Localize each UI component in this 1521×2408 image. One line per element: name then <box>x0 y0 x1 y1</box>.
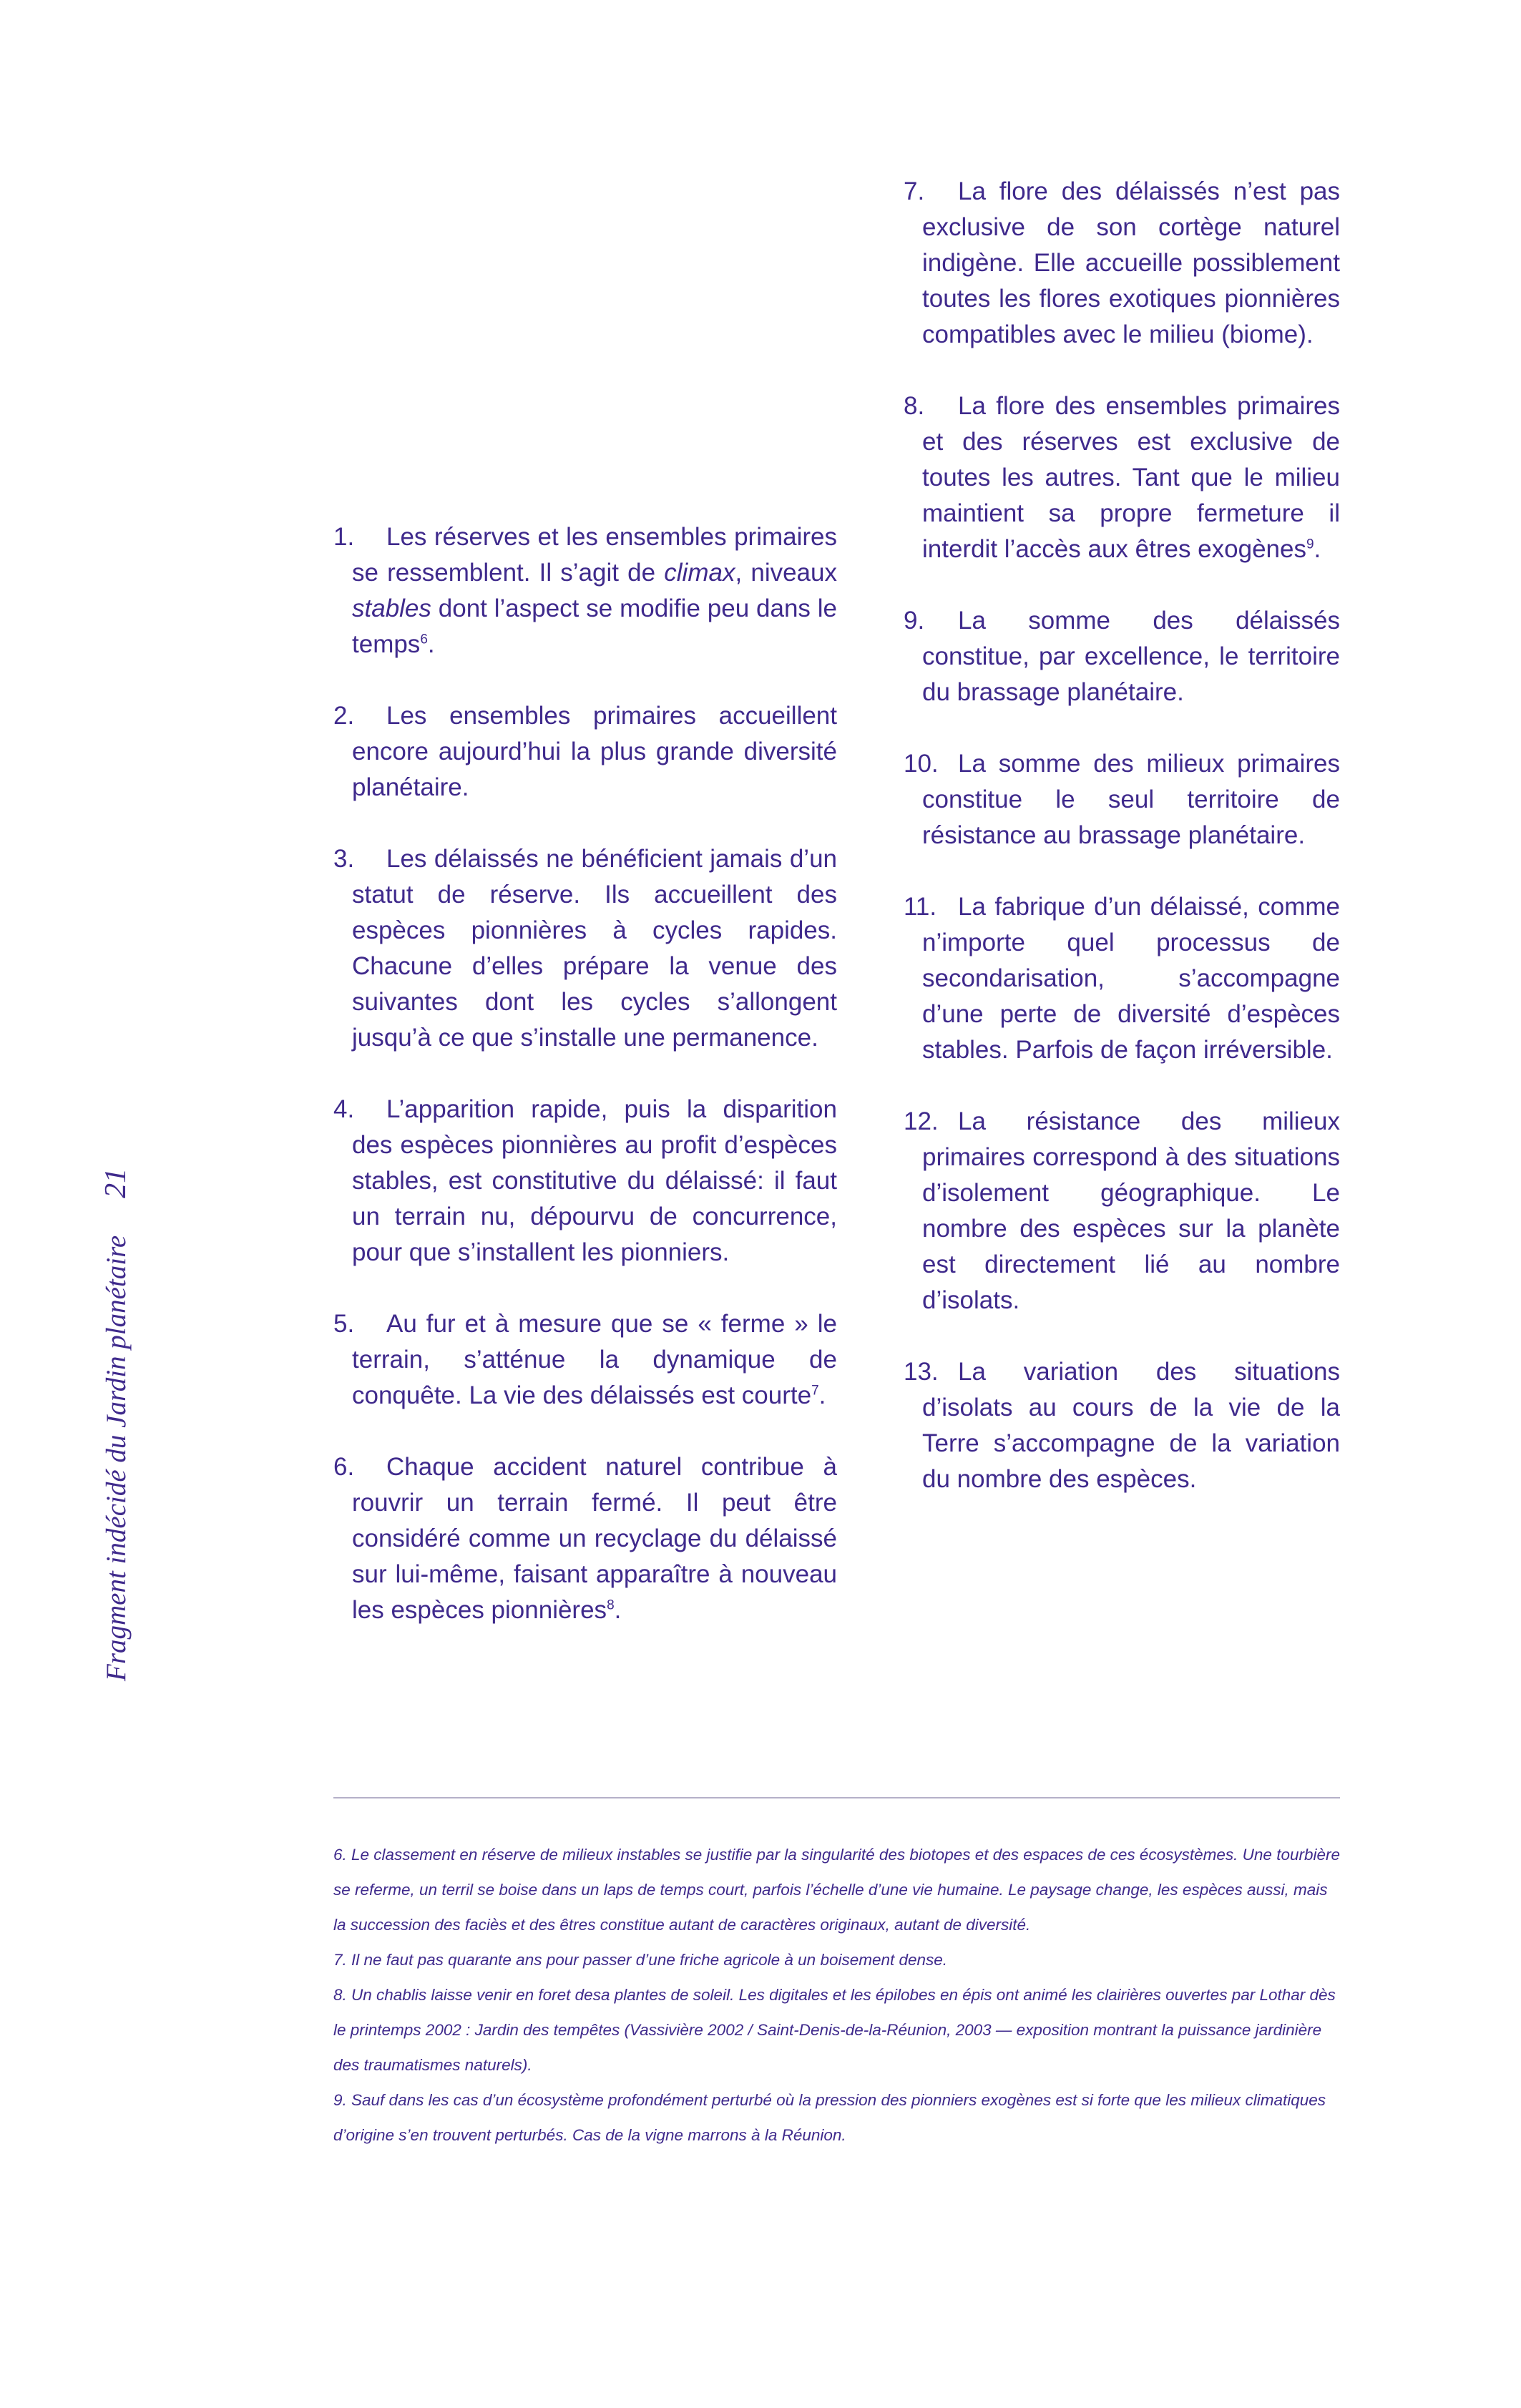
item-text: La flore des délaissés n’est pas exclusive de son cortège naturel indigène. Elle accueille possiblement toutes les flores exotiques pionnières compatibles avec le milieu (biome). <box>922 177 1340 348</box>
list-item <box>904 1354 1340 1497</box>
item-number: 3. <box>333 845 355 873</box>
item-text: Les ensembles primaires accueillent encore aujourd’hui la plus grande diversité planétaire. <box>352 702 837 801</box>
item-text: La flore des ensembles primaires et des réserves est exclusive de toutes les autres. Tant que le milieu maintient sa propre fermeture il interdit l’accès aux êtres exogènes <box>922 392 1340 563</box>
list-item <box>904 889 1340 1068</box>
item-number: 1. <box>333 523 355 551</box>
footnote-divider <box>333 1797 1340 1798</box>
list-item <box>333 1306 837 1414</box>
item-emphasis: climax <box>664 559 735 587</box>
list-item <box>333 1092 837 1271</box>
item-number: 9. <box>904 607 925 635</box>
footnote-8: 8. Un chablis laisse venir en foret desa plantes de soleil. Les digitales et les épilobes en épis ont animé les clairières ouvertes par Lothar dès le printemps 2002 : Jardin des tempêtes (Vassivière 2002 / Saint-Denis-de-la-Réunion, 2003 — exposition montrant la puissance jardinière des traumatismes naturels). <box>333 1986 1336 2074</box>
running-title <box>99 1168 132 1681</box>
item-number: 5. <box>333 1310 355 1338</box>
item-text: . <box>1314 535 1321 563</box>
item-text: Au fur et à mesure que se « ferme » le terrain, s’atténue la dynamique de conquête. La vie des délaissés est courte <box>352 1310 837 1409</box>
left-column <box>333 519 837 1664</box>
item-text: , niveaux <box>735 559 837 587</box>
footnote-ref[interactable]: 7 <box>811 1383 819 1399</box>
item-number: 12. <box>904 1107 939 1135</box>
item-number: 8. <box>904 392 925 420</box>
item-text: Les délaissés ne bénéficient jamais d’un statut de réserve. Ils accueillent des espèces pionnières à cycles rapides. Chacune d’elles prépare la venue des suivantes dont les cycles s’allongent jusqu’à ce que s’installe une permanence. <box>352 845 837 1052</box>
list-item <box>904 388 1340 567</box>
item-text: . <box>818 1381 826 1409</box>
item-number: 13. <box>904 1358 939 1386</box>
footnote-7: 7. Il ne faut pas quarante ans pour passer d’une friche agricole à un boisement dense. <box>333 1951 948 1969</box>
item-text: La fabrique d’un délaissé, comme n’importe quel processus de secondarisation, s’accompagne d’une perte de diversité d’espèces stables. Parfois de façon irréversible. <box>922 893 1340 1064</box>
list-item <box>333 698 837 806</box>
item-text: La variation des situations d’isolats au cours de la vie de la Terre s’accompagne de la variation du nombre des espèces. <box>922 1358 1340 1493</box>
right-column <box>904 174 1340 1533</box>
item-text: Les réserves et les ensembles primaires se ressemblent. Il s’agit de <box>352 523 837 587</box>
footnotes <box>333 1837 1342 2153</box>
list-item <box>904 603 1340 710</box>
footnote-6: 6. Le classement en réserve de milieux instables se justifie par la singularité des biotopes et des espaces de ces écosystèmes. Une tourbière se referme, un terril se boise dans un laps de temps court, parfois l’échelle d’une vie humaine. Le paysage change, les espèces aussi, mais la succession des faciès et des êtres constitue autant de caractères originaux, autant de diversité. <box>333 1846 1340 1934</box>
item-number: 11. <box>904 893 937 921</box>
book-title: Fragment indécidé du Jardin planétaire <box>101 1235 132 1681</box>
list-item <box>333 841 837 1056</box>
list-item <box>333 1449 837 1628</box>
item-text: La résistance des milieux primaires correspond à des situations d’isolement géographique. Le nombre des espèces sur la planète est directement lié au nombre d’isolats. <box>922 1107 1340 1314</box>
item-number: 6. <box>333 1453 355 1481</box>
footnote-ref[interactable]: 8 <box>607 1597 615 1613</box>
footnote-ref[interactable]: 9 <box>1306 537 1314 552</box>
item-emphasis: stables <box>352 594 431 622</box>
item-number: 10. <box>904 750 939 778</box>
footnote-ref[interactable]: 6 <box>420 632 428 647</box>
item-text: La somme des délaissés constitue, par excellence, le territoire du brassage planétaire. <box>922 607 1340 706</box>
item-text: . <box>614 1596 622 1624</box>
item-number: 7. <box>904 177 925 205</box>
item-text: L’apparition rapide, puis la disparition des espèces pionnières au profit d’espèces stables, est constitutive du délaissé: il faut un terrain nu, dépourvu de concurrence, pour que s’installent les pionniers. <box>352 1095 837 1266</box>
page-number: 21 <box>99 1168 132 1198</box>
footnote-9: 9. Sauf dans les cas d’un écosystème profondément perturbé où la pression des pionniers exogènes est si forte que les milieux climatiques d’origine s’en trouvent perturbés. Cas de la vigne marrons à la Réunion. <box>333 2091 1326 2144</box>
item-text: dont l’aspect se modifie peu dans le temps <box>352 594 837 658</box>
item-text: . <box>427 630 435 658</box>
item-text: Chaque accident naturel contribue à rouvrir un terrain fermé. Il peut être considéré comme un recyclage du délaissé sur lui-même, faisant apparaître à nouveau les espèces pionnières <box>352 1453 837 1624</box>
item-number: 4. <box>333 1095 355 1123</box>
item-number: 2. <box>333 702 355 730</box>
list-item <box>333 519 837 662</box>
list-item <box>904 174 1340 353</box>
item-text: La somme des milieux primaires constitue le seul territoire de résistance au brassage planétaire. <box>922 750 1340 849</box>
list-item <box>904 1104 1340 1318</box>
list-item <box>904 746 1340 853</box>
